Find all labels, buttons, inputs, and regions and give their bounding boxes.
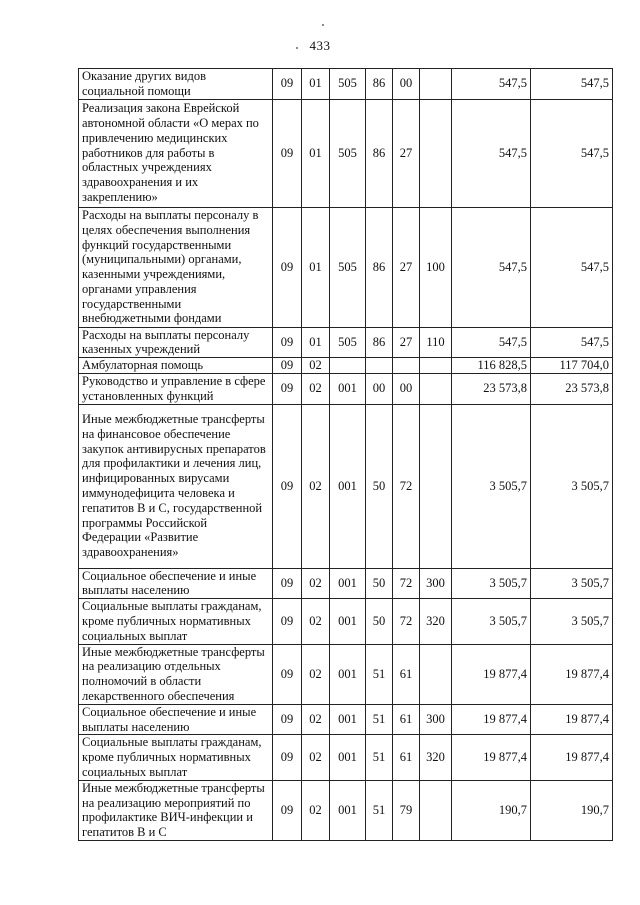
row-name: Иные межбюджетные трансферты на финансовое обеспечение закупок антивирусных препаратов для профилактики и лечения лиц, инфицированных вирусами иммунодефицита человека и гепатитов В и С, государственной программы Российской Федерации «Развитие здравоохранения» [79,404,273,568]
amount-year-2: 19 877,4 [531,735,613,780]
section-code: 09 [273,327,302,358]
table-row [79,404,613,568]
expense-type-code: 110 [420,327,452,358]
expense-type-code [420,404,452,568]
target-article-code-2: 50 [366,599,393,644]
amount-year-1: 19 877,4 [452,735,531,780]
target-article-code-2: 51 [366,735,393,780]
amount-year-2: 3 505,7 [531,599,613,644]
amount-year-1: 547,5 [452,207,531,327]
amount-year-2: 117 704,0 [531,358,613,374]
amount-year-2: 547,5 [531,69,613,100]
target-article-code-1: 001 [330,373,366,404]
target-article-code-1: 001 [330,644,366,704]
table-row [79,599,613,644]
target-article-code-3: 27 [393,207,420,327]
row-name: Оказание других видов социальной помощи [79,69,273,100]
row-name: Социальные выплаты гражданам, кроме публичных нормативных социальных выплат [79,599,273,644]
amount-year-2: 547,5 [531,207,613,327]
section-code: 09 [273,207,302,327]
target-article-code-1: 001 [330,780,366,840]
section-code: 09 [273,404,302,568]
expense-type-code: 100 [420,207,452,327]
section-code: 09 [273,735,302,780]
target-article-code-1: 001 [330,735,366,780]
section-code: 09 [273,704,302,735]
amount-year-2: 190,7 [531,780,613,840]
subsection-code: 02 [302,568,330,599]
amount-year-1: 547,5 [452,99,531,207]
subsection-code: 01 [302,69,330,100]
expense-type-code [420,358,452,374]
amount-year-2: 3 505,7 [531,568,613,599]
expense-type-code [420,780,452,840]
amount-year-2: 547,5 [531,327,613,358]
target-article-code-2: 50 [366,568,393,599]
target-article-code-3: 72 [393,568,420,599]
row-name: Руководство и управление в сфере установленных функций [79,373,273,404]
expense-type-code [420,99,452,207]
amount-year-1: 3 505,7 [452,599,531,644]
row-name: Социальные выплаты гражданам, кроме публичных нормативных социальных выплат [79,735,273,780]
row-name: Амбулаторная помощь [79,358,273,374]
expense-type-code [420,373,452,404]
target-article-code-2: 51 [366,644,393,704]
target-article-code-1: 001 [330,704,366,735]
section-code: 09 [273,373,302,404]
target-article-code-1: 001 [330,568,366,599]
amount-year-1: 23 573,8 [452,373,531,404]
scan-speck [322,24,324,26]
target-article-code-3: 00 [393,373,420,404]
subsection-code: 02 [302,373,330,404]
amount-year-2: 547,5 [531,99,613,207]
subsection-code: 01 [302,99,330,207]
target-article-code-3: 72 [393,599,420,644]
target-article-code-1 [330,358,366,374]
target-article-code-2: 51 [366,780,393,840]
target-article-code-2 [366,358,393,374]
row-name: Социальное обеспечение и иные выплаты населению [79,704,273,735]
target-article-code-2: 50 [366,404,393,568]
target-article-code-1: 505 [330,69,366,100]
section-code: 09 [273,780,302,840]
table-row [79,207,613,327]
table-row [79,99,613,207]
section-code: 09 [273,599,302,644]
subsection-code: 02 [302,644,330,704]
amount-year-1: 3 505,7 [452,568,531,599]
target-article-code-1: 505 [330,327,366,358]
expense-type-code: 320 [420,735,452,780]
row-name: Иные межбюджетные трансферты на реализацию мероприятий по профилактике ВИЧ-инфекции и гепатитов В и С [79,780,273,840]
table-row [79,373,613,404]
expense-type-code: 320 [420,599,452,644]
amount-year-1: 19 877,4 [452,644,531,704]
target-article-code-3: 79 [393,780,420,840]
section-code: 09 [273,69,302,100]
target-article-code-1: 001 [330,599,366,644]
table-row [79,69,613,100]
amount-year-1: 547,5 [452,327,531,358]
amount-year-1: 3 505,7 [452,404,531,568]
subsection-code: 02 [302,358,330,374]
target-article-code-3: 27 [393,327,420,358]
amount-year-2: 3 505,7 [531,404,613,568]
table-row [79,735,613,780]
subsection-code: 02 [302,599,330,644]
target-article-code-2: 86 [366,327,393,358]
row-name: Социальное обеспечение и иные выплаты населению [79,568,273,599]
section-code: 09 [273,99,302,207]
amount-year-1: 19 877,4 [452,704,531,735]
target-article-code-3: 00 [393,69,420,100]
expense-type-code: 300 [420,704,452,735]
row-name: Иные межбюджетные трансферты на реализацию отдельных полномочий в области лекарственного обеспечения [79,644,273,704]
subsection-code: 01 [302,207,330,327]
amount-year-1: 116 828,5 [452,358,531,374]
target-article-code-3: 72 [393,404,420,568]
subsection-code: 02 [302,404,330,568]
table-row [79,568,613,599]
section-code: 09 [273,644,302,704]
amount-year-2: 19 877,4 [531,644,613,704]
page-number: 433 [309,38,331,53]
target-article-code-1: 001 [330,404,366,568]
budget-table [78,68,613,841]
subsection-code: 02 [302,735,330,780]
target-article-code-3 [393,358,420,374]
table-row [79,327,613,358]
table-row [79,780,613,840]
amount-year-1: 190,7 [452,780,531,840]
table-row [79,644,613,704]
expense-type-code [420,69,452,100]
row-name: Реализация закона Еврейской автономной области «О мерах по привлечению медицинских работников для работы в областных учреждениях здравоохранения и их закреплению» [79,99,273,207]
target-article-code-3: 61 [393,704,420,735]
target-article-code-3: 61 [393,735,420,780]
target-article-code-1: 505 [330,207,366,327]
target-article-code-2: 86 [366,207,393,327]
expense-type-code [420,644,452,704]
table-row [79,704,613,735]
target-article-code-1: 505 [330,99,366,207]
subsection-code: 02 [302,780,330,840]
budget-table-body [79,69,613,841]
section-code: 09 [273,358,302,374]
target-article-code-3: 61 [393,644,420,704]
target-article-code-3: 27 [393,99,420,207]
amount-year-2: 19 877,4 [531,704,613,735]
amount-year-1: 547,5 [452,69,531,100]
subsection-code: 01 [302,327,330,358]
target-article-code-2: 00 [366,373,393,404]
row-name: Расходы на выплаты персоналу казенных учреждений [79,327,273,358]
amount-year-2: 23 573,8 [531,373,613,404]
table-row [79,358,613,374]
expense-type-code: 300 [420,568,452,599]
target-article-code-2: 86 [366,99,393,207]
subsection-code: 02 [302,704,330,735]
target-article-code-2: 51 [366,704,393,735]
section-code: 09 [273,568,302,599]
target-article-code-2: 86 [366,69,393,100]
row-name: Расходы на выплаты персоналу в целях обеспечения выполнения функций государственными (муниципальными) органами, казенными учреждениями, органами управления государственными внебюджетными фондами [79,207,273,327]
